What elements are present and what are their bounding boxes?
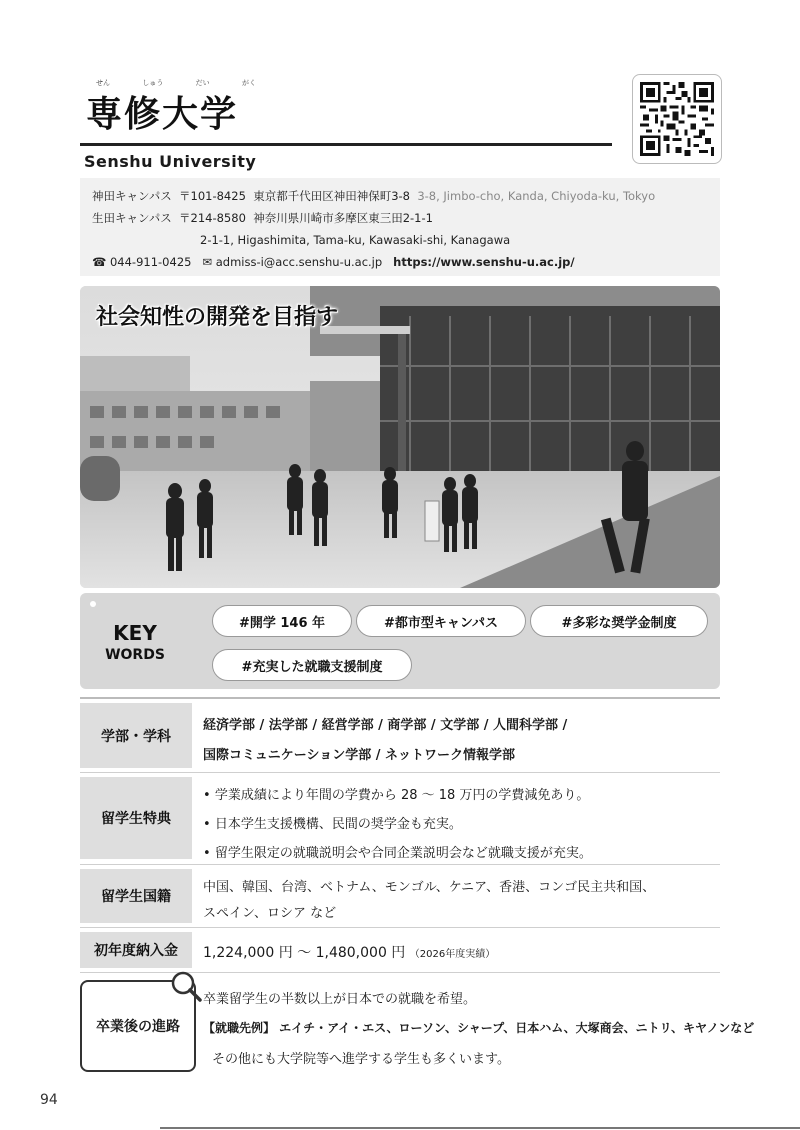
keyword-pill-founded: #開学 146 年 <box>212 605 352 637</box>
phone-number[interactable]: 044-911-0425 <box>109 255 192 269</box>
benefit-item-2: • 日本学生支援機構、民間の奨学金も充実。 <box>203 813 462 832</box>
website-link[interactable]: https://www.senshu-u.ac.jp/ <box>393 255 575 269</box>
page-title: 専修大学 <box>86 94 239 135</box>
keywords-title-key: KEY <box>113 621 157 645</box>
ruby-dai: だい <box>195 79 210 87</box>
magnifier-icon <box>168 968 204 1004</box>
keyword-pill-urban-campus: #都市型キャンパス <box>356 605 526 637</box>
ikuta-address-en: 2-1-1, Higashimita, Tama-ku, Kawasaki-shi, Kanagawa <box>200 233 511 247</box>
faculties-line-1: 経済学部 / 法学部 / 経営学部 / 商学部 / 文学部 / 人間科学部 / <box>203 718 568 733</box>
career-label: 卒業後の進路 <box>80 980 196 1072</box>
fee-row <box>203 942 495 962</box>
kanda-address: 東京都千代田区神田神保町3-8 <box>253 189 410 203</box>
keyword-pill-scholarships: #多彩な奨学金制度 <box>530 605 708 637</box>
nationality-label: 留学生国籍 <box>80 869 192 923</box>
ikuta-campus-row <box>92 210 433 226</box>
page-number: 94 <box>40 1092 58 1108</box>
keywords-title <box>100 621 170 663</box>
contact-row <box>92 255 575 269</box>
table-divider <box>80 864 720 865</box>
benefits-label: 留学生特典 <box>80 777 192 859</box>
photo-caption: 社会知性の開発を目指す <box>96 305 339 330</box>
kanda-address-en: 3-8, Jimbo-cho, Kanda, Chiyoda-ku, Tokyo <box>417 189 656 203</box>
career-line-2: 【就職先例】 エイチ・アイ・エス、ローソン、シャープ、日本ハム、大塚商会、ニトリ、キヤノンなど <box>203 1021 755 1035</box>
nationality-line-2: スペイン、ロシア など <box>203 906 337 921</box>
ruby-shu: しゅう <box>142 79 164 87</box>
keyword-pill-career-support: #充実した就職支援制度 <box>212 649 412 681</box>
kanda-campus-label: 神田キャンパス <box>92 189 172 203</box>
bottom-rule <box>160 1127 800 1129</box>
ikuta-postal: 〒214-8580 <box>179 211 246 225</box>
title-divider <box>80 143 612 146</box>
fee-label: 初年度納入金 <box>80 932 192 968</box>
email-address[interactable]: admiss-i@acc.senshu-u.ac.jp <box>215 255 383 269</box>
career-line-3: その他にも大学院等へ進学する学生も多くいます。 <box>212 1052 510 1067</box>
english-name: Senshu University <box>84 152 257 171</box>
qr-code[interactable] <box>632 74 722 164</box>
keywords-title-words: WORDS <box>105 647 165 663</box>
fee-value: 1,224,000 円 ～ 1,480,000 円 <box>203 945 406 961</box>
career-line-1: 卒業留学生の半数以上が日本での就職を希望。 <box>203 992 477 1007</box>
kanda-postal: 〒101-8425 <box>179 189 246 203</box>
address-block <box>80 178 720 276</box>
decorative-dot <box>90 601 96 607</box>
campus-photo-image <box>80 286 720 588</box>
nationality-line-1: 中国、韓国、台湾、ベトナム、モンゴル、ケニア、香港、コンゴ民主共和国、 <box>203 880 656 895</box>
faculties-label: 学部・学科 <box>80 703 192 768</box>
fee-note: （2026年度実績） <box>409 949 496 960</box>
kanda-campus-row <box>92 188 655 204</box>
ikuta-address: 神奈川県川崎市多摩区東三田2-1-1 <box>253 211 433 225</box>
table-top-divider <box>80 697 720 699</box>
faculties-line-2: 国際コミュニケーション学部 / ネットワーク情報学部 <box>203 748 516 763</box>
campus-photo <box>80 286 720 588</box>
keywords-panel <box>80 593 720 689</box>
benefit-item-3: • 留学生限定の就職説明会や合同企業説明会など就職支援が充実。 <box>203 842 592 861</box>
benefit-item-1: • 学業成績により年間の学費から 28 ～ 18 万円の学費減免あり。 <box>203 784 589 803</box>
qr-code-icon <box>640 82 714 156</box>
ruby-sen: せん <box>96 79 110 87</box>
phone-icon: ☎ <box>92 255 107 269</box>
table-divider <box>80 927 720 928</box>
ikuta-campus-label: 生田キャンパス <box>92 211 172 225</box>
table-divider <box>80 772 720 773</box>
mail-icon: ✉ <box>202 255 213 269</box>
ruby-gaku: がく <box>241 79 256 87</box>
